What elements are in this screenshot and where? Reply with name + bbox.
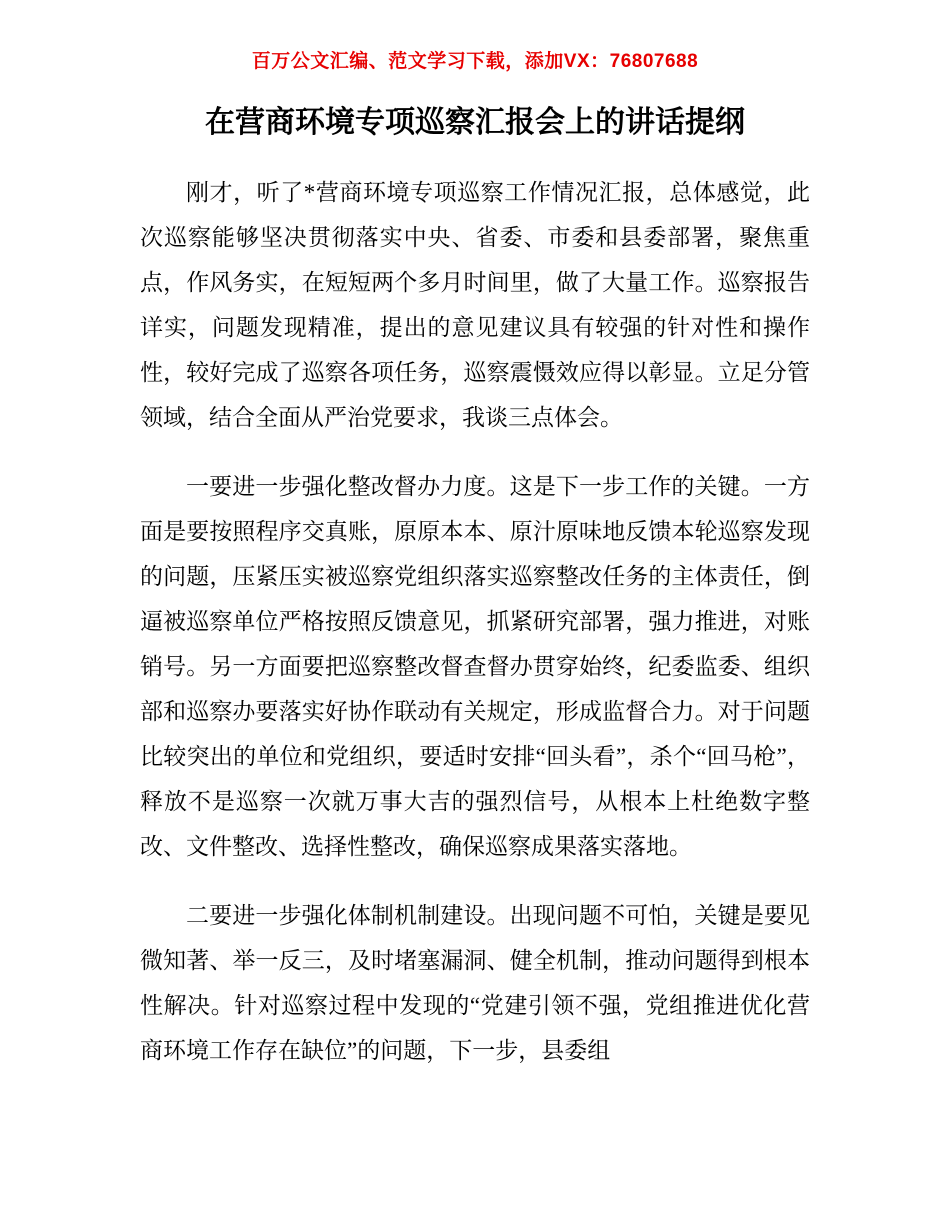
watermark-notice: 百万公文汇编、范文学习下载，添加VX：76807688 — [251, 51, 699, 72]
paragraph-intro: 刚才，听了*营商环境专项巡察工作情况汇报，总体感觉，此次巡察能够坚决贯彻落实中央、省委、市委和县委部署，聚焦重点，作风务实，在短短两个多月时间里，做了大量工作。巡察报告详实，问题发现精准，提出的意见建议具有较强的针对性和操作性，较好完成了巡察各项任务，巡察震慑效应得以彰显。立足分管领域，结合全面从严治党要求，我谈三点体会。 — [140, 179, 810, 430]
paragraph-point-one: 一要进一步强化整改督办力度。这是下一步工作的关键。一方面是要按照程序交真账，原原本本、原汁原味地反馈本轮巡察发现的问题，压紧压实被巡察党组织落实巡察整改任务的主体责任，倒逼被巡察单位严格按照反馈意见，抓紧研究部署，强力推进，对账销号。另一方面要把巡察整改督查督办贯穿始终，纪委监委、组织部和巡察办要落实好协作联动有关规定，形成监督合力。对于问题比较突出的单位和党组织，要适时安排“回头看”，杀个“回马枪”，释放不是巡察一次就万事大吉的强烈信号，从根本上杜绝数字整改、文件整改、选择性整改，确保巡察成果落实落地。 — [140, 473, 810, 859]
document-title: 在营商环境专项巡察汇报会上的讲话提纲 — [205, 106, 745, 139]
document-body — [140, 170, 810, 1073]
paragraph-point-two: 二要进一步强化体制机制建设。出现问题不可怕，关键是要见微知著、举一反三，及时堵塞漏洞、健全机制，推动问题得到根本性解决。针对巡察过程中发现的“党建引领不强，党组推进优化营商环境工作存在缺位”的问题，下一步，县委组 — [140, 902, 810, 1063]
